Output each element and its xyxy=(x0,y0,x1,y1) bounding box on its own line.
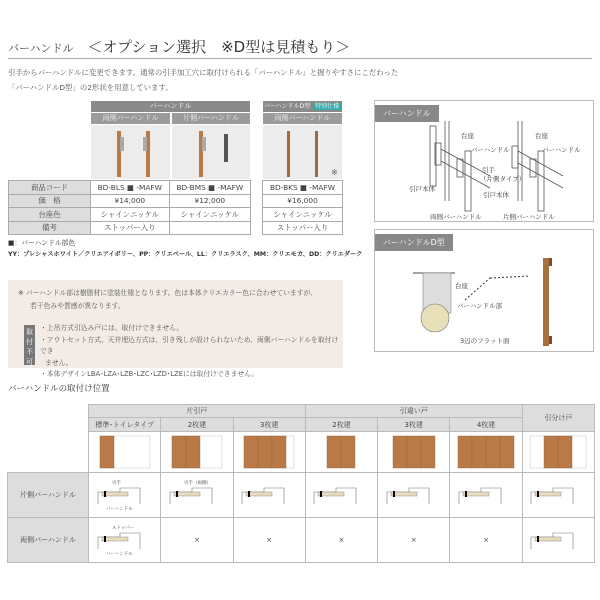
callout-label: バーハンドル xyxy=(105,552,133,557)
bar-handle-diagram xyxy=(374,100,594,222)
not-available-mark: × xyxy=(161,518,233,563)
not-available-mark: × xyxy=(305,518,377,563)
color-legend xyxy=(8,238,362,260)
placement-diagram xyxy=(305,473,377,518)
cell: ストッパー入り xyxy=(91,221,170,235)
sub-header: 3枚建 xyxy=(378,418,450,432)
bar-handle-d-diagram xyxy=(374,229,594,352)
row-label: 備考 xyxy=(9,221,91,235)
group-header: 引分け戸 xyxy=(522,405,594,432)
asterisk: ※ xyxy=(331,168,338,177)
placement-diagram xyxy=(161,473,233,518)
not-available-mark: × xyxy=(450,518,522,563)
title-sub: ＜オプション選択 ※D型は見積もり＞ xyxy=(87,38,351,56)
sub-header: 標準･トイレタイプ xyxy=(89,418,161,432)
placement-diagram xyxy=(522,473,594,518)
note-line: 若干色みや質感が異なります。 xyxy=(30,302,125,310)
placement-diagram xyxy=(89,518,161,563)
cell: BD-BLS ■ -MAFW xyxy=(91,181,170,195)
column-header: 両側バーハンドル xyxy=(262,112,343,125)
sub-header: 2枚建 xyxy=(305,418,377,432)
cell: シャインニッケル xyxy=(91,208,170,222)
group-header-label: バーハンドルD型 xyxy=(263,103,311,110)
sub-header: 2枚建 xyxy=(161,418,233,432)
label: 両側バーハンドル xyxy=(430,213,482,221)
cell: BD-BKS ■ -MAFW xyxy=(263,181,343,195)
label: 3辺のフラット面 xyxy=(460,337,510,345)
column-header: 片側バーハンドル xyxy=(171,112,251,125)
group-header: 引違い戸 xyxy=(305,405,522,418)
product-image xyxy=(171,124,251,180)
cell: シャインニッケル xyxy=(263,208,343,222)
placement-table xyxy=(7,404,595,563)
label: 台座 xyxy=(535,132,548,140)
placement-diagram xyxy=(522,518,594,563)
placement-diagram xyxy=(233,473,305,518)
note-box xyxy=(8,280,343,378)
door-image xyxy=(89,432,161,473)
product-image xyxy=(262,124,343,180)
door-image xyxy=(305,432,377,473)
note-item: ・アウトセット方式、天井埋込方式は、引き残しが設けられないため、両側バーハンドルを取付けでき xyxy=(40,335,339,355)
cell xyxy=(169,221,250,235)
label: 引戸本体 xyxy=(409,185,435,193)
cell: ¥14,000 xyxy=(91,194,170,208)
group-header: バーハンドル xyxy=(90,100,251,113)
label: バーハンドル xyxy=(471,146,510,154)
diagram-title: バーハンドルD型 xyxy=(375,234,453,251)
door-image xyxy=(522,432,594,473)
callout-label: バーハンドル xyxy=(105,507,133,512)
label: 台座 xyxy=(455,282,468,290)
label: バーハンドル xyxy=(542,146,581,154)
cell: ¥12,000 xyxy=(169,194,250,208)
not-installable-label: 取付不可 xyxy=(24,325,35,365)
door-image xyxy=(450,432,522,473)
special-badge: 特別仕様 xyxy=(315,103,340,110)
door-image xyxy=(161,432,233,473)
label: （片側タイプ） xyxy=(480,175,526,183)
row-label: 片側バーハンドル xyxy=(8,473,89,518)
sub-header: 3枚建 xyxy=(233,418,305,432)
door-image xyxy=(378,432,450,473)
color-list: YY：プレシャスホワイト／クリエアイボリー、PP：クリエペール、LL：クリエラスク、MM：クリエモカ、DD：クリエダーク xyxy=(8,251,363,258)
spec-table-d xyxy=(262,180,343,235)
group-header: 片引戸 xyxy=(89,405,306,418)
description xyxy=(8,65,398,95)
note-item: ません。 xyxy=(45,358,73,367)
sub-header: 4枚建 xyxy=(450,418,522,432)
diagram-title: バーハンドル xyxy=(375,105,439,122)
cell: ストッパー入り xyxy=(263,221,343,235)
label: バーハンドル部 xyxy=(457,302,503,310)
placement-diagram xyxy=(89,473,161,518)
cell: シャインニッケル xyxy=(169,208,250,222)
label: 引手 xyxy=(482,166,495,174)
not-available-mark: × xyxy=(378,518,450,563)
callout-label: ストッパー xyxy=(111,526,135,531)
page-title xyxy=(8,36,350,57)
callout-label: 引手（両側） xyxy=(183,481,211,486)
title-main: バーハンドル xyxy=(8,42,74,55)
placement-title: バーハンドルの取付け位置 xyxy=(8,384,110,394)
note-line: ※ バーハンドル部は樹脂材に塗装仕様となります。色は本体クリエカラー色に合わせていますが、 xyxy=(18,289,318,297)
cell: BD-BMS ■ -MAFW xyxy=(169,181,250,195)
note-item: ・本体デザインLBA･LZA･LZB･LZC･LZD･LZEには取付けできません。 xyxy=(40,370,259,378)
row-label: 台座色 xyxy=(9,208,91,222)
note-item: ・上吊方式引込み戸には、取付けできません。 xyxy=(40,324,184,332)
door-image xyxy=(233,432,305,473)
not-available-mark: × xyxy=(233,518,305,563)
column-header: 両側バーハンドル xyxy=(90,112,171,125)
label: 台座 xyxy=(461,132,474,140)
row-label: 両側バーハンドル xyxy=(8,518,89,563)
product-image xyxy=(90,124,171,180)
spec-table xyxy=(8,180,251,235)
label: 片側バーハンドル xyxy=(503,213,555,221)
placement-diagram xyxy=(450,473,522,518)
row-label: 商品コード xyxy=(9,181,91,195)
cell: ¥16,000 xyxy=(263,194,343,208)
row-label: 価 格 xyxy=(9,194,91,208)
placement-diagram xyxy=(378,473,450,518)
callout-label: 引手 xyxy=(111,481,121,486)
description-line: 引手からバーハンドルに変更できます。通常の引手加工穴に取付けられる「バーハンドル」と握りやすさにこだわった xyxy=(8,68,399,77)
label: 引戸本体 xyxy=(483,191,509,199)
divider xyxy=(8,58,592,59)
color-title: ■：バーハンドル部色 xyxy=(8,239,76,247)
description-line: 「バーハンドルD型」の2形状を用意しています。 xyxy=(8,83,173,92)
